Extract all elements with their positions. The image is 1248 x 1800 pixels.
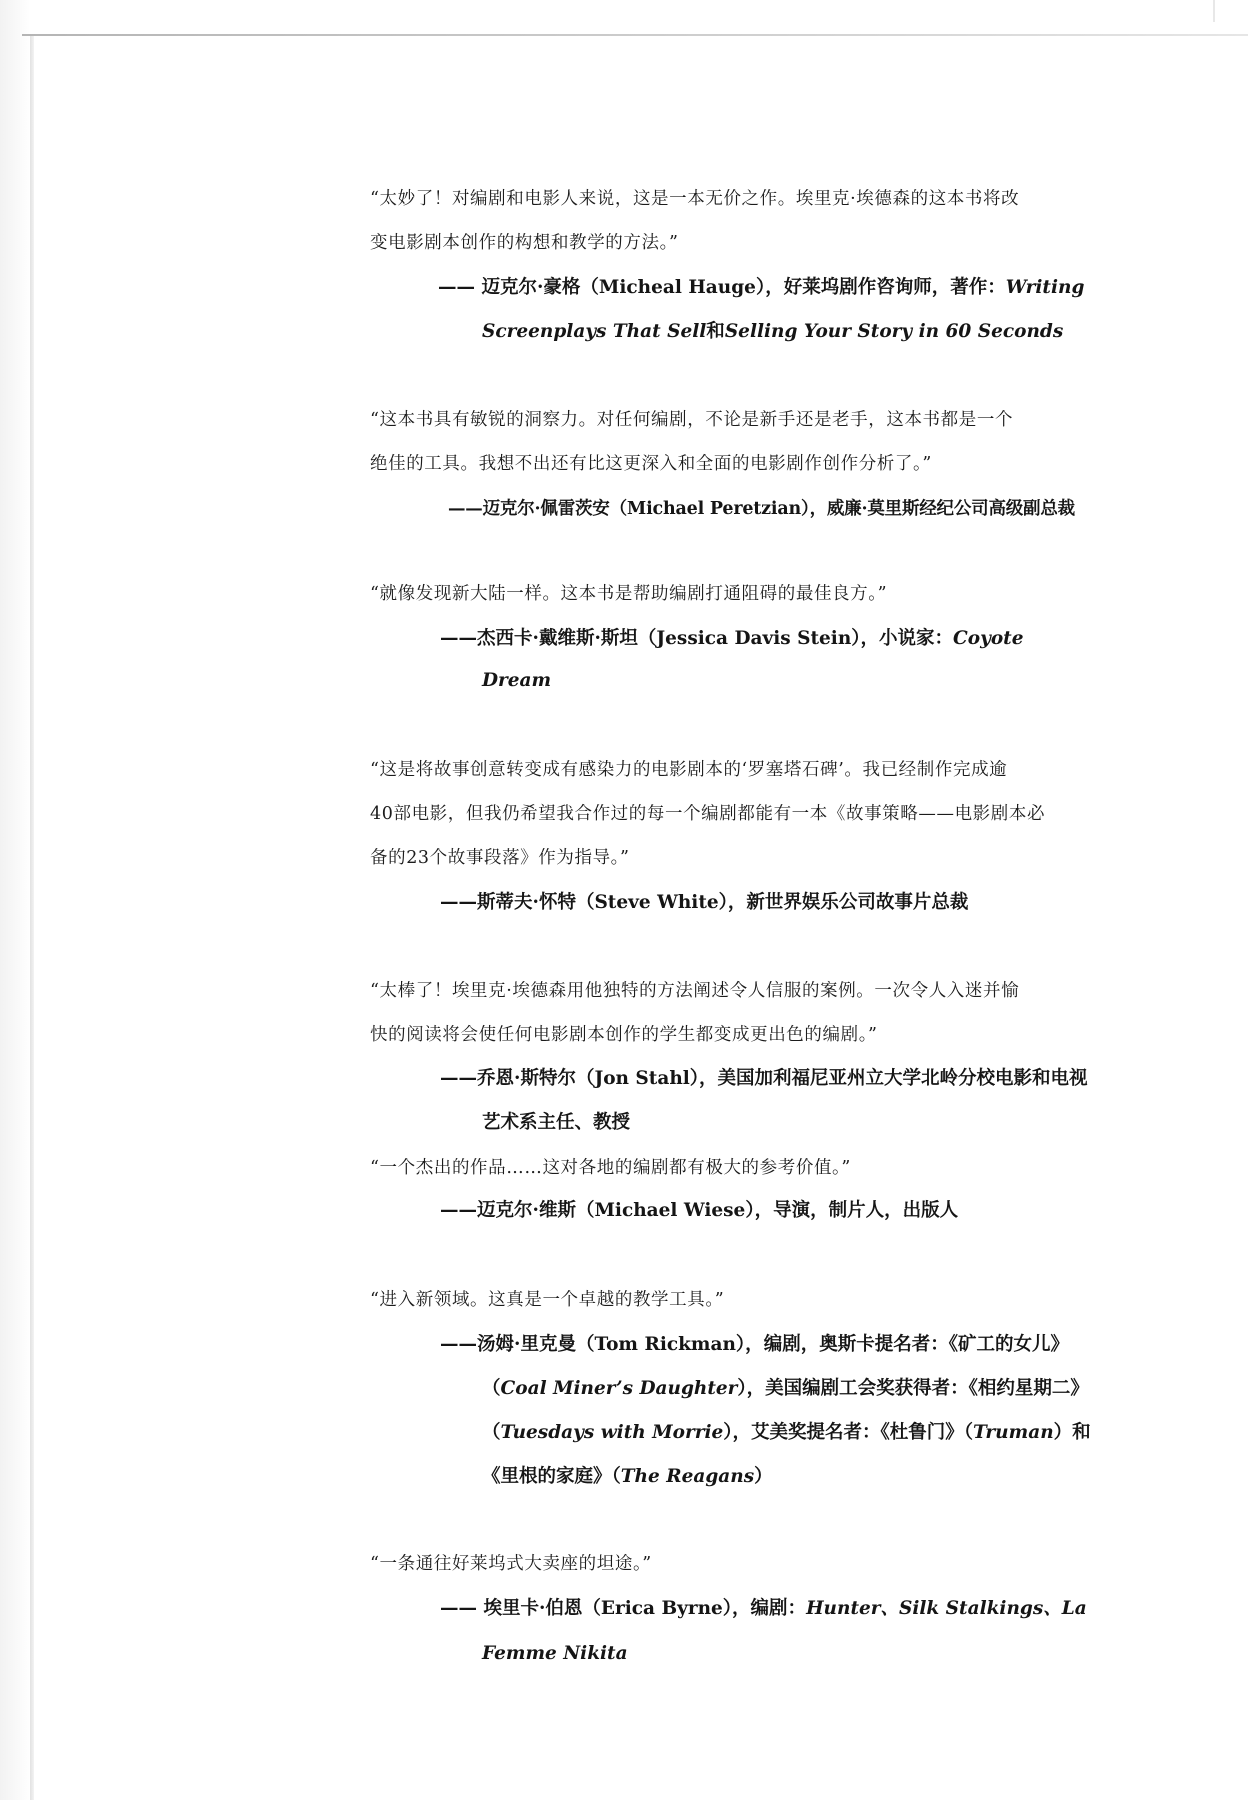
quote-text: 变电影剧本创作的构想和教学的方法。”	[370, 233, 679, 253]
work-title: Writing	[1005, 277, 1085, 298]
work-title: Coal Miner’s Daughter	[500, 1378, 738, 1399]
attribution	[440, 627, 1024, 651]
work-title: Screenplays That Sell	[482, 321, 707, 342]
quote-text: 备的23个故事段落》作为指导。”	[370, 848, 630, 868]
quote-text: “这本书具有敏锐的洞察力。对任何编剧，不论是新手还是老手，这本书都是一个	[370, 410, 1014, 430]
quote-text: 40部电影，但我仍希望我合作过的每一个编剧都能有一本《故事策略——电影剧本必	[370, 804, 1046, 824]
work-title: Hunter、Silk Stalkings、La	[806, 1598, 1087, 1619]
attribution: ——汤姆·里克曼（Tom Rickman），编剧，奥斯卡提名者：《矿工的女儿》	[440, 1334, 1069, 1355]
quote-text: “进入新领域。这真是一个卓越的教学工具。”	[370, 1290, 725, 1310]
quote-text: 绝佳的工具。我想不出还有比这更深入和全面的电影剧作创作分析了。”	[370, 454, 932, 474]
quote-text: “一条通往好莱坞式大卖座的坦途。”	[370, 1554, 652, 1574]
quote-text: “一个杰出的作品……这对各地的编剧都有极大的参考价值。”	[370, 1158, 851, 1178]
work-title: Femme Nikita	[482, 1643, 628, 1664]
quote-text: “太妙了！对编剧和电影人来说，这是一本无价之作。埃里克·埃德森的这本书将改	[370, 189, 1020, 209]
attribution-text: —— 埃里卡·伯恩（Erica Byrne），编剧：	[440, 1598, 807, 1619]
attribution: ——乔恩·斯特尔（Jon Stahl），美国加利福尼亚州立大学北岭分校电影和电视	[440, 1068, 1088, 1089]
attribution: ——斯蒂夫·怀特（Steve White），新世界娱乐公司故事片总裁	[440, 892, 969, 913]
work-title: The Reagans	[620, 1466, 755, 1487]
attribution: ——迈克尔·佩雷茨安（Michael Peretzian），威廉·莫里斯经纪公司高级副总裁	[448, 499, 1075, 519]
attribution-text: ——杰西卡·戴维斯·斯坦（Jessica Davis Stein），小说家：	[440, 628, 954, 649]
work-title: Dream	[482, 670, 552, 691]
attribution-continued	[482, 320, 1063, 344]
attribution: ——迈克尔·维斯（Michael Wiese），导演，制片人，出版人	[440, 1200, 959, 1221]
attribution	[438, 276, 1084, 300]
work-title: Tuesdays with Morrie	[500, 1422, 724, 1443]
quote-text: “这是将故事创意转变成有感染力的电影剧本的‘罗塞塔石碑’。我已经制作完成逾	[370, 760, 1008, 780]
work-title: Coyote	[953, 628, 1024, 649]
attribution-text: —— 迈克尔·豪格（Micheal Hauge），好莱坞剧作咨询师，著作：	[438, 277, 1006, 298]
attribution-continued	[482, 669, 551, 693]
attribution-continued: （Tuesdays with Morrie），艾美奖提名者：《杜鲁门》（Truman）和	[482, 1422, 1091, 1443]
conjunction: 和	[706, 321, 725, 342]
attribution-continued: 艺术系主任、教授	[482, 1112, 631, 1133]
quote-text: “太棒了！埃里克·埃德森用他独特的方法阐述令人信服的案例。一次令人入迷并愉	[370, 981, 1020, 1001]
quote-text: “就像发现新大陆一样。这本书是帮助编剧打通阻碍的最佳良方。”	[370, 584, 888, 604]
work-title: Selling Your Story in 60 Seconds	[724, 321, 1064, 342]
quote-text: 快的阅读将会使任何电影剧本创作的学生都变成更出色的编剧。”	[370, 1025, 878, 1045]
attribution-continued: （Coal Miner’s Daughter），美国编剧工会奖获得者：《相约星期二》	[482, 1378, 1089, 1399]
attribution-continued	[482, 1642, 628, 1666]
work-title: Truman	[973, 1422, 1054, 1443]
attribution	[440, 1597, 1087, 1621]
attribution-continued: 《里根的家庭》（The Reagans）	[482, 1466, 773, 1487]
